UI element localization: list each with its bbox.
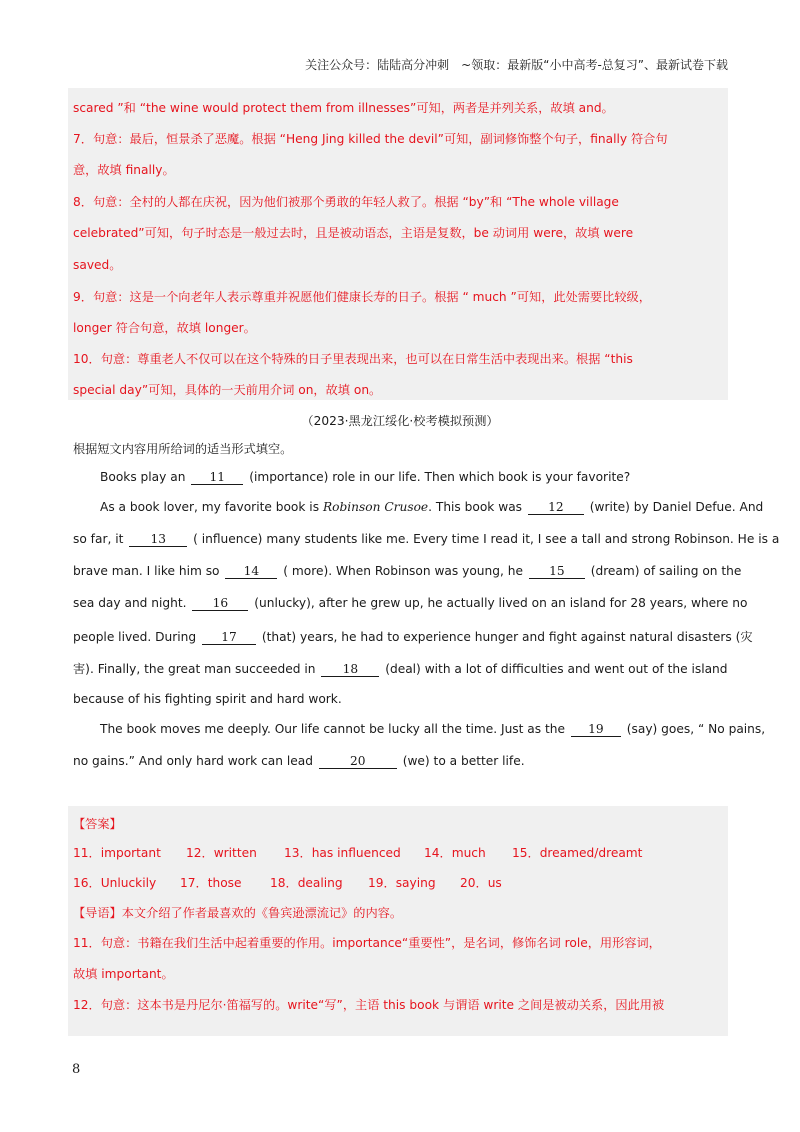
explanation-line: saved。 (73, 258, 122, 272)
passage-line (100, 500, 763, 515)
page-header: 关注公众号：陆陆高分冲刺 ~领取：最新版“小中高考-总复习”、最新试卷下载 (305, 58, 728, 72)
passage-text: so far, it (73, 532, 124, 546)
blank-19[interactable]: 19 (571, 723, 621, 737)
answer-item: 20．us (460, 876, 502, 890)
explanation-line: 12．句意：这本书是丹尼尔·笛福写的。write“写”，主语 this book 与谓语 write 之间是被动关系，因此用被 (73, 998, 665, 1012)
passage-text: (unlucky), after he grew up, he actually lived on an island for 28 years, where no (254, 596, 748, 610)
passage-text: (dream) of sailing on the (590, 564, 742, 578)
passage-text: 害). Finally, the great man succeeded in (73, 662, 316, 676)
blank-15[interactable]: 15 (529, 565, 585, 579)
answer-item: 11．important (73, 846, 161, 860)
answer-item: 15．dreamed/dreamt (512, 846, 643, 860)
blank-17[interactable]: 17 (202, 631, 256, 645)
passage-text: (we) to a better life. (402, 754, 525, 768)
explanation-line: 故填 important。 (73, 967, 174, 981)
instruction: 根据短文内容用所给词的适当形式填空。 (73, 442, 293, 456)
passage-text: (deal) with a lot of difficulties and went out of the island (385, 662, 728, 676)
passage-line (73, 596, 747, 611)
passage-text: As a book lover, my favorite book is (100, 500, 320, 514)
passage-text: (importance) role in our life. Then which book is your favorite? (249, 470, 631, 484)
passage-text: no gains.” And only hard work can lead (73, 754, 313, 768)
blank-18[interactable]: 18 (321, 663, 379, 677)
answer-item: 17．those (180, 876, 242, 890)
answer-item: 18．dealing (270, 876, 343, 890)
blank-20[interactable]: 20 (319, 755, 397, 769)
answer-item: 19．saying (368, 876, 436, 890)
passage-line (100, 722, 765, 737)
guide-text: 【导语】本文介绍了作者最喜欢的《鲁宾逊漂流记》的内容。 (73, 906, 403, 920)
question-source: （2023·黑龙江绥化·校考模拟预测） (301, 414, 499, 428)
passage-text: (that) years, he had to experience hunger and fight against natural disasters (灾 (261, 630, 753, 644)
answer-heading: 【答案】 (73, 817, 122, 831)
explanation-line: celebrated”可知，句子时态是一般过去时，且是被动语态，主语是复数，be 动词用 were，故填 were (73, 226, 634, 240)
passage-line (100, 470, 630, 485)
passage-text: The book moves me deeply. Our life cannot be lucky all the time. Just as the (100, 722, 565, 736)
blank-11[interactable]: 11 (191, 471, 243, 485)
passage-text: sea day and night. (73, 596, 187, 610)
book-title: Robinson Crusoe (322, 500, 429, 514)
explanation-line: 10．句意：尊重老人不仅可以在这个特殊的日子里表现出来，也可以在日常生活中表现出来。根据 “this (73, 352, 633, 366)
passage-line (73, 564, 741, 579)
explanation-line: scared ”和 “the wine would protect them from illnesses”可知，两者是并列关系，故填 and。 (73, 101, 614, 115)
explanation-line: 8．句意：全村的人都在庆祝，因为他们被那个勇敢的年轻人救了。根据 “by”和 “The whole village (73, 195, 619, 209)
blank-13[interactable]: 13 (129, 533, 187, 547)
passage-text: Books play an (100, 470, 186, 484)
blank-16[interactable]: 16 (192, 597, 248, 611)
passage-text: . This book was (428, 500, 523, 514)
answer-item: 12．written (186, 846, 257, 860)
passage-line (73, 660, 728, 677)
blank-14[interactable]: 14 (225, 565, 277, 579)
page-number: 8 (72, 1062, 81, 1077)
passage-text: people lived. During (73, 630, 197, 644)
answer-item: 16．Unluckily (73, 876, 157, 890)
explanation-line: 11．句意：书籍在我们生活中起着重要的作用。importance“重要性”，是名词，修饰名词 role，用形容词， (73, 936, 661, 950)
answer-item: 13．has influenced (284, 846, 401, 860)
explanation-line: special day”可知，具体的一天前用介词 on，故填 on。 (73, 383, 382, 397)
explanation-line: longer 符合句意，故填 longer。 (73, 321, 256, 335)
passage-text: ( influence) many students like me. Every time I read it, I see a tall and strong Robinson. He is a (193, 532, 780, 546)
passage-text: (say) goes, “ No pains, (626, 722, 766, 736)
passage-text: (write) by Daniel Defue. And (589, 500, 764, 514)
passage-line (73, 754, 525, 769)
passage-text: brave man. I like him so (73, 564, 220, 578)
passage-text: ( more). When Robinson was young, he (283, 564, 523, 578)
passage-line (73, 532, 779, 547)
blank-12[interactable]: 12 (528, 501, 584, 515)
passage-line: because of his fighting spirit and hard work. (73, 692, 342, 706)
explanation-line: 7．句意：最后，恒景杀了恶魔。根据 “Heng Jing killed the devil”可知，副词修饰整个句子，finally 符合句 (73, 132, 668, 146)
explanation-line: 意，故填 finally。 (73, 163, 175, 177)
answer-item: 14．much (424, 846, 486, 860)
passage-line (73, 628, 753, 645)
explanation-line: 9．句意：这是一个向老年人表示尊重并祝愿他们健康长寿的日子。根据 “ much ”可知，此处需要比较级， (73, 290, 651, 304)
